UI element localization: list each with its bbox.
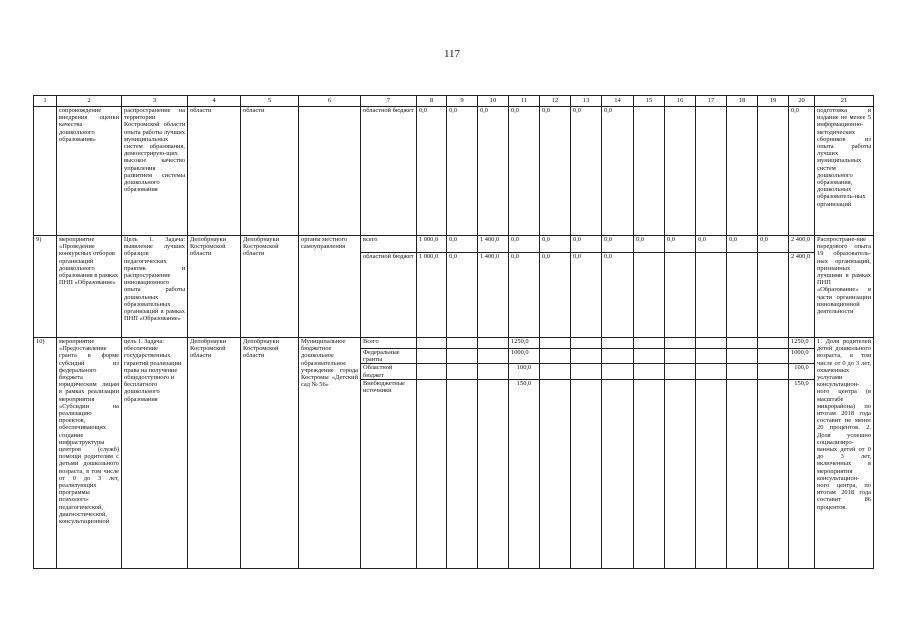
result-cell: 1. Доля родителей детей дошкольного возраста, в том числе от 0 до 3 лет, охваченных услугами консультацион-ного центра (в масштабе микрорайона) по итогам 2018 года составит не менее 20 процентов. 2. Доля успешно социализиро-ванных детей от 0 до 3 лет, включенных в мероприятия консультацион-ного центра, по итогам 2018 года составит 86 процентов. [815,338,874,569]
value-cell: 0,0 [571,253,602,338]
value-cell: 1 000,0 [417,253,447,338]
column-header: 7 [361,96,417,107]
value-cell [696,107,727,236]
responsible-cell: Депобрнауки Костромской области [188,338,241,569]
source-cell: Внебюджетные источники [361,379,417,568]
value-cell: 0,0 [727,236,758,253]
row-number [34,107,57,236]
column-header: 4 [188,96,241,107]
value-cell: 0,0 [447,236,478,253]
row-number: 9) [34,236,57,338]
value-cell: 0,0 [602,236,634,253]
source-cell: областной бюджет [361,107,417,236]
column-header: 5 [241,96,299,107]
value-cell: 1 000,0 [417,236,447,253]
column-header: 13 [571,96,602,107]
header-row [34,96,874,107]
value-cell [758,253,789,338]
organization-cell: органы местного самоуправления [299,236,361,338]
total-cell: 1250,0 [789,338,815,349]
value-cell [634,107,665,236]
column-header: 16 [665,96,696,107]
value-cell: 0,0 [602,253,634,338]
goal-cell: цель 1. Задача: обеспечение государственных гарантий реализации права на получение общедоступного и бесплатного дошкольного образования [122,338,188,569]
source-cell: Федеральные гранты [361,349,417,364]
value-cell [696,253,727,338]
column-header: 21 [815,96,874,107]
total-cell: 100,0 [789,364,815,379]
value-cell: 0,0 [634,236,665,253]
table-row [34,236,874,253]
table-row [34,338,874,349]
value-cell: 0,0 [478,107,509,236]
table-row [34,107,874,236]
total-cell: 2 400,0 [789,253,815,338]
goal-cell: Цель 1. Задача: выявление лучших образцов педагогических практик и распространение инновационного опыта работы дошкольных образовательных организаций в рамках ПНП «Образование» [122,236,188,338]
value-cell: 0,0 [696,236,727,253]
row-number: 10) [34,338,57,569]
source-cell: всего [361,236,417,253]
program-table [33,95,874,569]
value-cell: 0,0 [447,107,478,236]
responsible-cell: области [188,107,241,236]
total-cell: 0,0 [789,107,815,236]
result-cell: Распростране-ние передового опыта 19 образователь-ных организаций, признанных лучшими в рамках ПНП «Образование» в части организации инновационной деятельности [815,236,874,338]
value-cell: 150,0 [509,379,540,568]
column-header: 20 [789,96,815,107]
result-cell: подготовка и издание не менее 5 информационно-методических сборников из опыта работы лучших муниципальных систем дошкольного образования, дошкольных образователь-ных организаций [815,107,874,236]
value-cell [727,253,758,338]
event-cell: мероприятие «Предоставление гранта в форме субсидий из федерального бюджета юридическим лицам в рамках реализации мероприятия «Субсидии на реализацию проектов, обеспечивающих создание инфраструктуры центров (служб) помощи родителям с детьми дошкольного возраста, в том числе от 0 до 3 лет, реализующих программы психолого-педагогической, диагностической, консультационной [57,338,122,569]
value-cell: 0,0 [571,107,602,236]
column-header: 10 [478,96,509,107]
column-header: 1 [34,96,57,107]
column-header: 3 [122,96,188,107]
value-cell [758,107,789,236]
value-cell: 0,0 [509,253,540,338]
value-cell: 0,0 [509,236,540,253]
value-cell: 0,0 [447,253,478,338]
value-cell: 0,0 [602,107,634,236]
value-cell: 1 400,0 [478,236,509,253]
value-cell: 1000,0 [509,349,540,364]
value-cell: 1 400,0 [478,253,509,338]
value-cell [665,107,696,236]
executor-cell: области [241,107,299,236]
column-header: 15 [634,96,665,107]
value-cell [634,253,665,338]
value-cell: 1250,0 [509,338,540,349]
total-cell: 2 400,0 [789,236,815,253]
organization-cell: Муниципальное бюджетное дошкольное образовательное учреждение города Костромы «Детский сад № 56» [299,338,361,569]
column-header: 12 [540,96,571,107]
organization-cell [299,107,361,236]
executor-cell: Депобрнауки Костромской области [241,338,299,569]
source-cell: Всего [361,338,417,349]
event-cell: мероприятие «Проведение конкурсных отборов организаций дошкольного образования в рамках ПНП «Образование» [57,236,122,338]
value-cell: 100,0 [509,364,540,379]
column-header: 17 [696,96,727,107]
page-number: 117 [443,48,461,60]
column-header: 6 [299,96,361,107]
column-header: 14 [602,96,634,107]
total-cell: 1000,0 [789,349,815,364]
responsible-cell: Депобрнауки Костромской области [188,236,241,338]
value-cell [727,107,758,236]
value-cell [665,253,696,338]
value-cell: 0,0 [571,236,602,253]
event-cell: сопровождение внедрения оценки качества дошкольного образования» [57,107,122,236]
column-header: 11 [509,96,540,107]
value-cell: 0,0 [509,107,540,236]
executor-cell: Депобрнауки Костромской области [241,236,299,338]
column-header: 19 [758,96,789,107]
value-cell: 0,0 [540,253,571,338]
value-cell: 0,0 [540,107,571,236]
value-cell: 0,0 [540,236,571,253]
column-header: 2 [57,96,122,107]
goal-cell: распространение на территории Костромской области опыта работы лучших муниципальных систем образования, демонстрирую-щих высокое качество управления развитием системы дошкольного образования [122,107,188,236]
column-header: 8 [417,96,447,107]
value-cell: 0,0 [665,236,696,253]
total-cell: 150,0 [789,379,815,568]
value-cell: 0,0 [758,236,789,253]
column-header: 18 [727,96,758,107]
column-header: 9 [447,96,478,107]
source-cell: Областной бюджет [361,364,417,379]
value-cell: 0,0 [417,107,447,236]
source-cell: областной бюджет [361,253,417,338]
